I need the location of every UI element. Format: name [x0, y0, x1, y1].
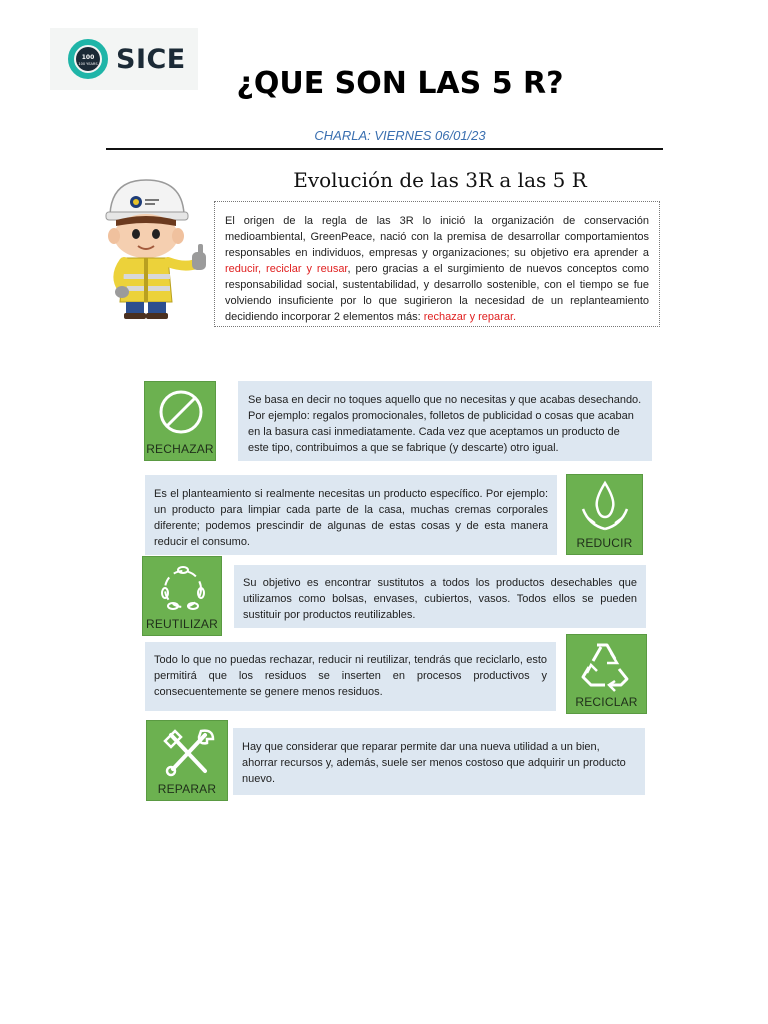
text-box-reducir	[145, 475, 557, 555]
tile-rechazar	[144, 381, 216, 461]
tile-label: REDUCIR	[576, 536, 633, 550]
description-text: Es el planteamiento si realmente necesitas un producto específico. Por ejemplo: un producto para limpiar cada parte de la casa, muchas cremas corporales diferente; podemos prescindir de algunas de estas cosas y de esta manera reducir el consumo.	[154, 488, 548, 548]
description-text: Hay que considerar que reparar permite dar una nueva utilidad a un bien, ahorrar recursos y, además, suele ser menos costoso que adquirir un producto nuevo.	[242, 741, 626, 785]
intro-text-part-1: El origen de la regla de las 3R lo inició la organización de conservación medioambiental, GreenPeace, nació con la premisa de desarrollar comportamientos responsables en individuos, empresas y organizaciones; su objetivo era aprender a	[225, 215, 649, 259]
tile-label: RECHAZAR	[146, 442, 214, 456]
water-drop-hands-icon	[567, 475, 644, 537]
tile-label: REPARAR	[157, 782, 217, 796]
title-divider	[106, 148, 663, 150]
tile-reciclar	[566, 634, 647, 714]
intro-highlight-new-r: rechazar y reparar.	[423, 311, 517, 323]
text-box-reciclar	[145, 642, 556, 711]
intro-highlight-3r: reducir, reciclar y reusar	[225, 263, 348, 275]
tile-reducir	[566, 474, 643, 555]
logo-ring-icon	[68, 39, 108, 79]
intro-paragraph	[214, 201, 660, 327]
text-box-rechazar	[238, 381, 652, 461]
company-logo	[50, 28, 198, 90]
reuse-cycle-icon	[143, 557, 223, 619]
page-title: ¿QUE SON LAS 5 R?	[236, 66, 564, 101]
tile-reutilizar	[142, 556, 222, 636]
description-text: Se basa en decir no toques aquello que no necesitas y que acabas desechando. Por ejemplo: regalos promocionales, folletos de publicidad o cosas que acaban en la basura casi inmediatamente. Cada vez que aceptamos un producto de este tipo, contribuimos a que se fabrique (y descarte) otro igual.	[248, 394, 642, 454]
description-text: Su objetivo es encontrar sustitutos a todos los productos desechables que utilizamos como bolsas, envases, cubiertos, vasos. Todos ellos se pueden sustituir por productos reutilizables.	[243, 577, 637, 621]
section-heading: Evolución de las 3R a las 5 R	[293, 168, 587, 192]
svg-text:100 YEARS: 100 YEARS	[78, 62, 98, 66]
text-box-reparar	[233, 728, 645, 795]
svg-text:100: 100	[81, 54, 95, 61]
logo-text: SICE	[116, 43, 186, 75]
text-box-reutilizar	[234, 565, 646, 628]
tile-label: REUTILIZAR	[145, 617, 218, 631]
intro-text-part-2: , pero gracias a el surgimiento de nuevos conceptos como responsabilidad social, sustentabilidad, y desarrollo sostenible, con el tiempo se fue volviendo insuficiente por lo que sugirieron la necesidad de un replanteamiento decidiendo incorporar 2 elementos más:	[225, 263, 650, 323]
tile-reparar	[146, 720, 228, 801]
talk-date: CHARLA: VIERNES 06/01/23	[314, 128, 486, 143]
recycle-icon	[567, 635, 648, 697]
worker-mascot-icon	[100, 176, 215, 321]
description-text: Todo lo que no puedas rechazar, reducir ni reutilizar, tendrás que reciclarlo, esto permitirá que los residuos se inserten en procesos productivos y consecuentemente se genere menos residuos.	[154, 654, 547, 698]
forbidden-icon	[145, 382, 217, 444]
tools-icon	[147, 721, 229, 783]
tile-label: RECICLAR	[575, 695, 638, 709]
